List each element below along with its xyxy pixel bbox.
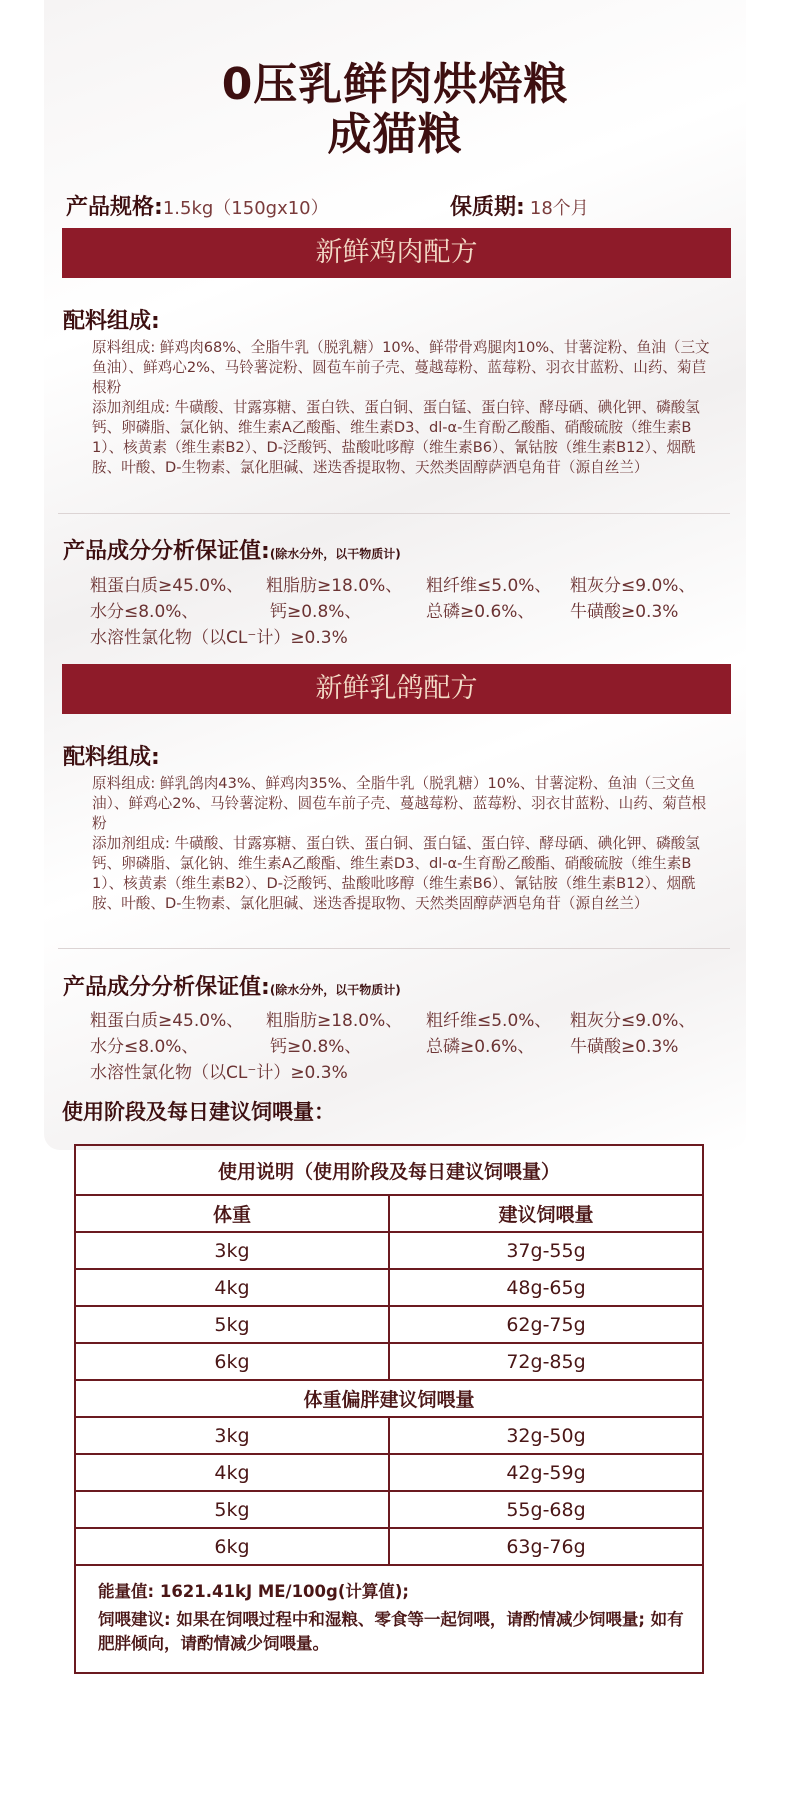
analysis-taurine: 牛磺酸≥0.3% bbox=[570, 1037, 679, 1057]
product-title: 0压乳鲜肉烘焙粮 bbox=[221, 59, 569, 110]
weight-cell: 5kg bbox=[76, 1307, 390, 1342]
spec-value: 1.5kg（150gx10） bbox=[162, 198, 329, 219]
feeding-notes bbox=[98, 1580, 688, 1660]
raw-ingredients: 原料组成: 鲜鸡肉68%、全脂牛乳（脱乳糖）10%、鲜带骨鸡腿肉10%、甘薯淀粉、鱼油（三文鱼油）、鲜鸡心2%、马铃薯淀粉、圆苞车前子壳、蔓越莓粉、蓝莓粉、羽衣甘蓝粉、山药、菊苣根粉 bbox=[92, 339, 710, 396]
analysis-title bbox=[63, 534, 401, 565]
table-title: 使用说明（使用阶段及每日建议饲喂量） bbox=[217, 1160, 560, 1183]
col-weight-header: 体重 bbox=[76, 1196, 390, 1231]
analysis-title-text: 产品成分分析保证值: bbox=[63, 975, 270, 1000]
analysis-phosphorus: 总磷≥0.6%、 bbox=[426, 602, 535, 622]
shelf-life-value: 18个月 bbox=[529, 198, 589, 219]
analysis-fiber: 粗纤维≤5.0%、 bbox=[426, 576, 552, 596]
table-row bbox=[76, 1344, 702, 1381]
analysis-phosphorus: 总磷≥0.6%、 bbox=[426, 1037, 535, 1057]
feeding-heading: 使用阶段及每日建议饲喂量： bbox=[62, 1100, 335, 1124]
analysis-chloride: 水溶性氯化物（以CL⁻计）≥0.3% bbox=[90, 628, 348, 648]
spec-label: 产品规格: bbox=[66, 195, 163, 220]
formula-banner-chicken: 新鲜鸡肉配方 bbox=[62, 228, 731, 278]
table-row bbox=[76, 1307, 702, 1344]
additive-ingredients: 添加剂组成: 牛磺酸、甘露寡糖、蛋白铁、蛋白铜、蛋白锰、蛋白锌、酵母硒、碘化钾、磷酸氢钙、卵磷脂、氯化钠、维生素A乙酸酯、维生素D3、dl-α-生育酚乙酸酯、硝酸硫胺（维生素B1）、核黄素（维生素B2）、D-泛酸钙、盐酸吡哆醇（维生素B6）、氰钴胺（维生素B12）、烟酰胺、叶酸、D-生物素、氯化胆碱、迷迭香提取物、天然类固醇萨洒皂角苷（源自丝兰） bbox=[92, 399, 700, 476]
analysis-fiber: 粗纤维≤5.0%、 bbox=[426, 1011, 552, 1031]
overweight-title-row bbox=[76, 1381, 702, 1418]
amount-cell: 32g-50g bbox=[506, 1424, 586, 1447]
formula-banner-pigeon: 新鲜乳鸽配方 bbox=[62, 664, 731, 714]
weight-cell: 6kg bbox=[76, 1344, 390, 1379]
weight-cell: 3kg bbox=[76, 1418, 390, 1453]
analysis-values bbox=[90, 573, 740, 651]
analysis-ash: 粗灰分≤9.0%、 bbox=[570, 1011, 696, 1031]
amount-cell: 48g-65g bbox=[506, 1276, 586, 1299]
analysis-fat: 粗脂肪≥18.0%、 bbox=[266, 576, 403, 596]
table-row bbox=[76, 1418, 702, 1455]
spec-row bbox=[66, 190, 736, 220]
table-row bbox=[76, 1529, 702, 1566]
shelf-life-label: 保质期: bbox=[450, 195, 525, 220]
analysis-taurine: 牛磺酸≥0.3% bbox=[570, 602, 679, 622]
amount-cell: 72g-85g bbox=[506, 1350, 586, 1373]
weight-cell: 6kg bbox=[76, 1529, 390, 1564]
table-row bbox=[76, 1492, 702, 1529]
additive-ingredients: 添加剂组成: 牛磺酸、甘露寡糖、蛋白铁、蛋白铜、蛋白锰、蛋白锌、酵母硒、碘化钾、磷酸氢钙、卵磷脂、氯化钠、维生素A乙酸酯、维生素D3、dl-α-生育酚乙酸酯、硝酸硫胺（维生素B1）、核黄素（维生素B2）、D-泛酸钙、盐酸吡哆醇（维生素B6）、氰钴胺（维生素B12）、烟酰胺、叶酸、D-生物素、氯化胆碱、迷迭香提取物、天然类固醇萨洒皂角苷（源自丝兰） bbox=[92, 835, 700, 912]
analysis-protein: 粗蛋白质≥45.0%、 bbox=[90, 576, 244, 596]
analysis-moisture: 水分≤8.0%、 bbox=[90, 602, 199, 622]
amount-cell: 55g-68g bbox=[506, 1498, 586, 1521]
weight-cell: 4kg bbox=[76, 1455, 390, 1490]
analysis-title bbox=[63, 970, 401, 1001]
table-row bbox=[76, 1455, 702, 1492]
analysis-moisture: 水分≤8.0%、 bbox=[90, 1037, 199, 1057]
divider bbox=[58, 513, 730, 514]
analysis-chloride: 水溶性氯化物（以CL⁻计）≥0.3% bbox=[90, 1063, 348, 1083]
overweight-title: 体重偏胖建议饲喂量 bbox=[303, 1389, 475, 1411]
analysis-ash: 粗灰分≤9.0%、 bbox=[570, 576, 696, 596]
weight-cell: 5kg bbox=[76, 1492, 390, 1527]
analysis-protein: 粗蛋白质≥45.0%、 bbox=[90, 1011, 244, 1031]
analysis-values bbox=[90, 1008, 740, 1086]
analysis-calcium: 钙≥0.8%、 bbox=[270, 1037, 362, 1057]
analysis-note: (除水分外，以干物质计) bbox=[269, 547, 401, 561]
raw-ingredients: 原料组成: 鲜乳鸽肉43%、鲜鸡肉35%、全脂牛乳（脱乳糖）10%、甘薯淀粉、鱼油（三文鱼油）、鲜鸡心2%、马铃薯淀粉、圆苞车前子壳、蔓越莓粉、蓝莓粉、羽衣甘蓝粉、山药、菊苣根粉 bbox=[92, 775, 707, 832]
divider bbox=[58, 948, 730, 949]
amount-cell: 37g-55g bbox=[506, 1239, 586, 1262]
table-title-row bbox=[76, 1146, 702, 1196]
feeding-advice: 饲喂建议: 如果在饲喂过程中和湿粮、零食等一起饲喂，请酌情减少饲喂量; 如有肥胖倾向，请酌情减少饲喂量。 bbox=[98, 1610, 684, 1653]
amount-cell: 42g-59g bbox=[506, 1461, 586, 1484]
energy-value: 能量值: 1621.41kJ ME/100g(计算值); bbox=[98, 1582, 410, 1601]
col-amount-header: 建议饲喂量 bbox=[498, 1204, 594, 1226]
weight-cell: 4kg bbox=[76, 1270, 390, 1305]
ingredients-title: 配料组成: bbox=[63, 745, 160, 770]
analysis-note: (除水分外，以干物质计) bbox=[269, 983, 401, 997]
ingredients-title: 配料组成: bbox=[63, 309, 160, 334]
weight-cell: 3kg bbox=[76, 1233, 390, 1268]
analysis-calcium: 钙≥0.8%、 bbox=[270, 602, 362, 622]
analysis-fat: 粗脂肪≥18.0%、 bbox=[266, 1011, 403, 1031]
feeding-table bbox=[74, 1144, 704, 1674]
amount-cell: 62g-75g bbox=[506, 1313, 586, 1336]
product-subtitle: 成猫粮 bbox=[327, 109, 463, 160]
table-row bbox=[76, 1270, 702, 1307]
analysis-title-text: 产品成分分析保证值: bbox=[63, 539, 270, 564]
table-row bbox=[76, 1233, 702, 1270]
table-header-row bbox=[76, 1196, 702, 1233]
amount-cell: 63g-76g bbox=[506, 1535, 586, 1558]
